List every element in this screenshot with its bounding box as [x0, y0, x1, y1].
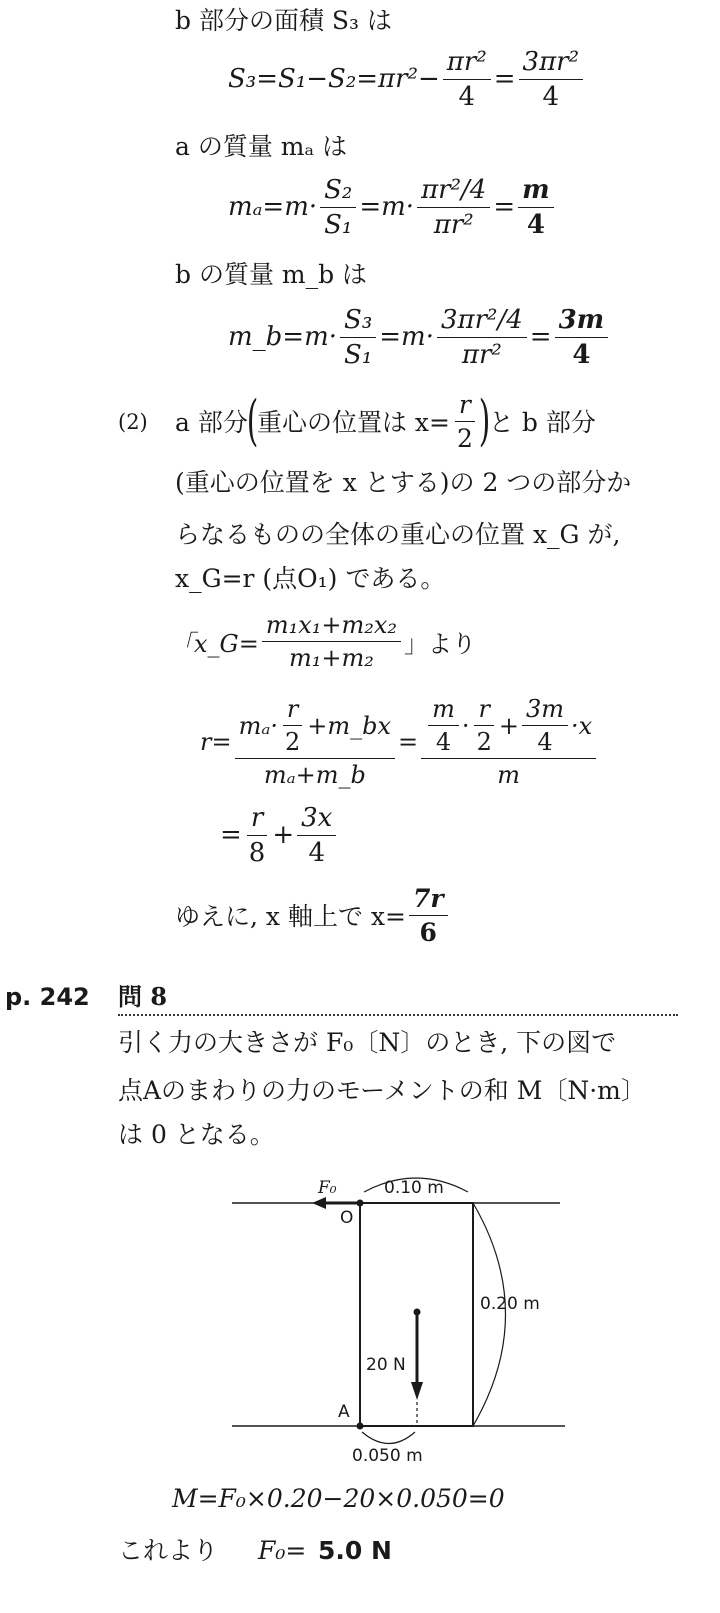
s3-intro: b 部分の面積 S₃ は	[175, 6, 392, 35]
part2-line1: a 部分 ( 重心の位置は x= $\frac{r}{2}$ ) と b 部分	[175, 389, 596, 453]
result-line: ゆえに, x 軸上で x= $\frac{7r}{6}$	[175, 880, 451, 950]
xg-formula: 「x_G= $\frac{\text{m₁x₁+m₂x₂}}{\text{m₁+m₂}}$ 」より	[170, 610, 477, 672]
label-o: O	[340, 1208, 354, 1228]
label-height: 0.20 m	[480, 1294, 540, 1314]
ma-equation: mₐ=m· $\frac{\text{S₂}}{\text{S₁}}$ =m· $\frac{\text{πr²/4}}{\text{πr²}}$ = $\frac{m}{4}$	[228, 172, 557, 242]
s3-equation: S₃=S₁−S₂=πr²− $\frac{\text{πr²}}{4}$ = $\frac{\text{3πr²}}{4}$	[228, 44, 586, 114]
r-equation-2: = $\frac{r}{8}$ + $\frac{3x}{4}$	[220, 800, 339, 870]
part2-label: (2)	[118, 410, 148, 434]
mb-intro: b の質量 m_b は	[175, 260, 368, 289]
label-force: 20 N	[366, 1355, 406, 1375]
label-arm: 0.050 m	[352, 1446, 423, 1466]
part2-line4: x_G=r (点O₁) である。	[175, 564, 446, 593]
final-var: F₀=	[258, 1536, 307, 1565]
dotted-divider	[118, 1014, 678, 1016]
label-width: 0.10 m	[384, 1178, 444, 1198]
r-equation: r= mₐ· $\frac{r}{2}$ +m_bx mₐ+m_b = $\frac{m}{4}$ · $\frac{r}{2}$ + $\frac{3m}{4}$ ·x m	[200, 690, 599, 794]
final-prefix: これより	[118, 1536, 219, 1565]
q8-line1: 引く力の大きさが F₀〔N〕のとき, 下の図で	[118, 1028, 617, 1057]
final-value: 5.0 N	[318, 1536, 392, 1565]
part2-line3: らなるものの全体の重心の位置 x_G が,	[175, 520, 621, 549]
mb-equation: m_b=m· $\frac{\text{S₃}}{\text{S₁}}$ =m· $\frac{\text{3πr²/4}}{\text{πr²}}$ = $\frac{3m}{4}$	[228, 302, 611, 372]
page-ref: p. 242	[5, 983, 90, 1011]
q8-line3: は 0 となる。	[118, 1120, 275, 1149]
question-title: 問 8	[118, 982, 168, 1011]
label-a: A	[338, 1402, 350, 1422]
label-f0: F₀	[318, 1178, 337, 1198]
ma-intro: a の質量 mₐ は	[175, 132, 348, 161]
q8-line2: 点Aのまわりの力のモーメントの和 M〔N·m〕	[118, 1076, 646, 1105]
moment-equation: M=F₀×0.20−20×0.050=0	[172, 1484, 505, 1513]
part2-line2: (重心の位置を x とする)の 2 つの部分か	[175, 468, 632, 497]
